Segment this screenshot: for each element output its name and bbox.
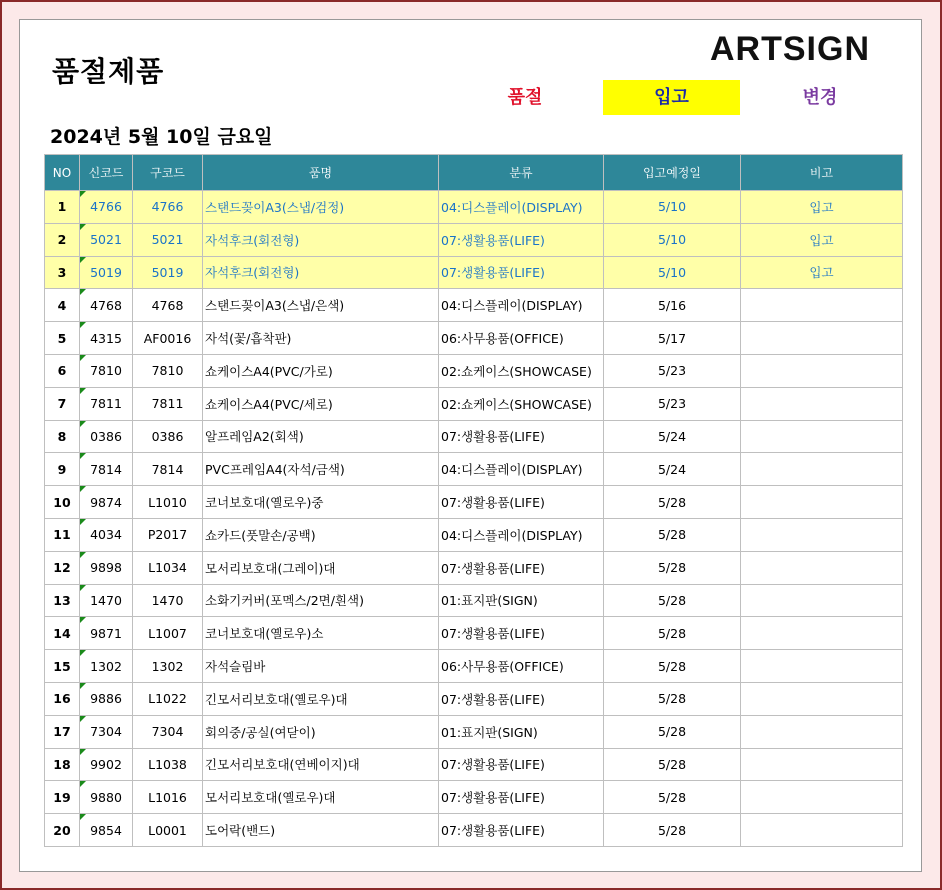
cell-new-code[interactable]: 7810: [80, 354, 133, 387]
cell-category[interactable]: 07:생활용품(LIFE): [439, 617, 604, 650]
cell-name[interactable]: 스탠드꽂이A3(스냅/검정): [203, 191, 439, 224]
cell-name[interactable]: 코너보호대(옐로우)중: [203, 486, 439, 519]
col-header-eta[interactable]: 입고예정일: [604, 155, 741, 191]
cell-old-code[interactable]: L0001: [133, 814, 203, 847]
cell-new-code[interactable]: 0386: [80, 420, 133, 453]
cell-no[interactable]: 16: [45, 682, 80, 715]
cell-eta[interactable]: 5/28: [604, 486, 741, 519]
cell-note[interactable]: 입고: [741, 191, 903, 224]
table-row[interactable]: [45, 322, 903, 355]
cell-category[interactable]: 04:디스플레이(DISPLAY): [439, 453, 604, 486]
cell-old-code[interactable]: 1302: [133, 650, 203, 683]
cell-note[interactable]: [741, 682, 903, 715]
col-header-old-code[interactable]: 구코드: [133, 155, 203, 191]
col-header-new-code[interactable]: 신코드: [80, 155, 133, 191]
cell-category[interactable]: 07:생활용품(LIFE): [439, 486, 604, 519]
cell-old-code[interactable]: 7811: [133, 387, 203, 420]
cell-no[interactable]: 19: [45, 781, 80, 814]
cell-name[interactable]: 쇼케이스A4(PVC/세로): [203, 387, 439, 420]
cell-old-code[interactable]: L1034: [133, 551, 203, 584]
cell-old-code[interactable]: 7814: [133, 453, 203, 486]
cell-no[interactable]: 6: [45, 354, 80, 387]
cell-new-code[interactable]: 7304: [80, 715, 133, 748]
col-header-note[interactable]: 비고: [741, 155, 903, 191]
cell-old-code[interactable]: L1010: [133, 486, 203, 519]
cell-no[interactable]: 15: [45, 650, 80, 683]
cell-note[interactable]: [741, 617, 903, 650]
cell-new-code[interactable]: 4315: [80, 322, 133, 355]
cell-old-code[interactable]: 0386: [133, 420, 203, 453]
cell-category[interactable]: 07:생활용품(LIFE): [439, 223, 604, 256]
cell-new-code[interactable]: 9854: [80, 814, 133, 847]
table-row[interactable]: [45, 387, 903, 420]
cell-note[interactable]: 입고: [741, 223, 903, 256]
cell-no[interactable]: 11: [45, 518, 80, 551]
cell-new-code[interactable]: 9886: [80, 682, 133, 715]
cell-old-code[interactable]: AF0016: [133, 322, 203, 355]
cell-note[interactable]: [741, 650, 903, 683]
cell-new-code[interactable]: 9898: [80, 551, 133, 584]
cell-no[interactable]: 1: [45, 191, 80, 224]
cell-category[interactable]: 07:생활용품(LIFE): [439, 781, 604, 814]
cell-old-code[interactable]: 5019: [133, 256, 203, 289]
cell-eta[interactable]: 5/23: [604, 354, 741, 387]
table-row[interactable]: [45, 518, 903, 551]
cell-category[interactable]: 07:생활용품(LIFE): [439, 814, 604, 847]
cell-new-code[interactable]: 9902: [80, 748, 133, 781]
cell-no[interactable]: 14: [45, 617, 80, 650]
cell-eta[interactable]: 5/10: [604, 191, 741, 224]
cell-note[interactable]: [741, 387, 903, 420]
cell-category[interactable]: 02:쇼케이스(SHOWCASE): [439, 387, 604, 420]
cell-category[interactable]: 04:디스플레이(DISPLAY): [439, 289, 604, 322]
cell-name[interactable]: 자석후크(회전형): [203, 256, 439, 289]
cell-note[interactable]: [741, 814, 903, 847]
table-row[interactable]: [45, 289, 903, 322]
cell-no[interactable]: 20: [45, 814, 80, 847]
restock-button[interactable]: 입고: [603, 80, 740, 115]
cell-no[interactable]: 3: [45, 256, 80, 289]
cell-old-code[interactable]: 7304: [133, 715, 203, 748]
cell-new-code[interactable]: 1470: [80, 584, 133, 617]
cell-name[interactable]: 스탠드꽂이A3(스냅/은색): [203, 289, 439, 322]
cell-new-code[interactable]: 5019: [80, 256, 133, 289]
cell-no[interactable]: 17: [45, 715, 80, 748]
soldout-button[interactable]: 품절: [507, 87, 543, 108]
cell-no[interactable]: 18: [45, 748, 80, 781]
table-header: [45, 155, 903, 191]
cell-no[interactable]: 9: [45, 453, 80, 486]
cell-old-code[interactable]: P2017: [133, 518, 203, 551]
col-header-category[interactable]: 분류: [439, 155, 604, 191]
cell-eta[interactable]: 5/24: [604, 420, 741, 453]
cell-new-code[interactable]: 9871: [80, 617, 133, 650]
cell-name[interactable]: 자석슬림바: [203, 650, 439, 683]
cell-eta[interactable]: 5/10: [604, 256, 741, 289]
brand-logo: ARTSIGN: [710, 30, 870, 68]
table-row[interactable]: [45, 256, 903, 289]
cell-eta[interactable]: 5/17: [604, 322, 741, 355]
cell-note[interactable]: [741, 486, 903, 519]
cell-category[interactable]: 07:생활용품(LIFE): [439, 682, 604, 715]
cell-category[interactable]: 01:표지판(SIGN): [439, 715, 604, 748]
table-row[interactable]: [45, 223, 903, 256]
cell-no[interactable]: 2: [45, 223, 80, 256]
cell-no[interactable]: 5: [45, 322, 80, 355]
date-label: 2024년 5월 10일 금요일: [50, 126, 273, 148]
sheet: [19, 19, 922, 872]
cell-note[interactable]: [741, 322, 903, 355]
cell-note[interactable]: [741, 420, 903, 453]
cell-name[interactable]: 도어락(밴드): [203, 814, 439, 847]
cell-eta[interactable]: 5/28: [604, 814, 741, 847]
table-row[interactable]: [45, 715, 903, 748]
cell-old-code[interactable]: L1016: [133, 781, 203, 814]
table-row[interactable]: [45, 584, 903, 617]
cell-eta[interactable]: 5/28: [604, 781, 741, 814]
cell-eta[interactable]: 5/24: [604, 453, 741, 486]
cell-note[interactable]: [741, 781, 903, 814]
table-row[interactable]: [45, 650, 903, 683]
cell-eta[interactable]: 5/28: [604, 715, 741, 748]
cell-new-code[interactable]: 5021: [80, 223, 133, 256]
cell-eta[interactable]: 5/28: [604, 518, 741, 551]
cell-note[interactable]: [741, 715, 903, 748]
col-header-no[interactable]: NO: [45, 155, 80, 191]
cell-no[interactable]: 8: [45, 420, 80, 453]
cell-eta[interactable]: 5/28: [604, 682, 741, 715]
table-row[interactable]: [45, 420, 903, 453]
cell-name[interactable]: 쇼케이스A4(PVC/가로): [203, 354, 439, 387]
cell-name[interactable]: 쇼카드(풋말손/공백): [203, 518, 439, 551]
cell-no[interactable]: 7: [45, 387, 80, 420]
cell-new-code[interactable]: 9880: [80, 781, 133, 814]
cell-note[interactable]: 입고: [741, 256, 903, 289]
cell-no[interactable]: 12: [45, 551, 80, 584]
cell-new-code[interactable]: 4034: [80, 518, 133, 551]
cell-category[interactable]: 06:사무용품(OFFICE): [439, 322, 604, 355]
table-row[interactable]: [45, 748, 903, 781]
table-row[interactable]: [45, 682, 903, 715]
cell-old-code[interactable]: 5021: [133, 223, 203, 256]
cell-name[interactable]: 자석(꽃/흡착판): [203, 322, 439, 355]
cell-new-code[interactable]: 4768: [80, 289, 133, 322]
table-row[interactable]: [45, 486, 903, 519]
product-table: [44, 154, 903, 847]
page-title: 품절제품: [52, 55, 165, 88]
cell-name[interactable]: 모서리보호대(그레이)대: [203, 551, 439, 584]
cell-name[interactable]: 모서리보호대(옐로우)대: [203, 781, 439, 814]
cell-old-code[interactable]: L1022: [133, 682, 203, 715]
cell-new-code[interactable]: 4766: [80, 191, 133, 224]
cell-note[interactable]: [741, 453, 903, 486]
cell-note[interactable]: [741, 289, 903, 322]
table-row[interactable]: [45, 814, 903, 847]
cell-category[interactable]: 04:디스플레이(DISPLAY): [439, 191, 604, 224]
cell-eta[interactable]: 5/23: [604, 387, 741, 420]
cell-note[interactable]: [741, 518, 903, 551]
cell-category[interactable]: 02:쇼케이스(SHOWCASE): [439, 354, 604, 387]
cell-category[interactable]: 07:생활용품(LIFE): [439, 420, 604, 453]
cell-name[interactable]: 소화기커버(포멕스/2면/흰색): [203, 584, 439, 617]
cell-old-code[interactable]: L1007: [133, 617, 203, 650]
cell-category[interactable]: 07:생활용품(LIFE): [439, 551, 604, 584]
cell-eta[interactable]: 5/28: [604, 551, 741, 584]
cell-new-code[interactable]: 7811: [80, 387, 133, 420]
cell-no[interactable]: 10: [45, 486, 80, 519]
cell-category[interactable]: 04:디스플레이(DISPLAY): [439, 518, 604, 551]
cell-name[interactable]: 알프레임A2(회색): [203, 420, 439, 453]
change-button[interactable]: 변경: [802, 87, 838, 108]
col-header-name[interactable]: 품명: [203, 155, 439, 191]
table-row[interactable]: [45, 551, 903, 584]
cell-old-code[interactable]: L1038: [133, 748, 203, 781]
table-row[interactable]: [45, 354, 903, 387]
table-row[interactable]: [45, 781, 903, 814]
table-row[interactable]: [45, 617, 903, 650]
cell-no[interactable]: 13: [45, 584, 80, 617]
cell-name[interactable]: 회의중/공실(여닫이): [203, 715, 439, 748]
table-row[interactable]: [45, 191, 903, 224]
cell-old-code[interactable]: 7810: [133, 354, 203, 387]
cell-name[interactable]: 자석후크(회전형): [203, 223, 439, 256]
cell-eta[interactable]: 5/28: [604, 748, 741, 781]
cell-note[interactable]: [741, 551, 903, 584]
table-row[interactable]: [45, 453, 903, 486]
cell-new-code[interactable]: 1302: [80, 650, 133, 683]
cell-old-code[interactable]: 1470: [133, 584, 203, 617]
cell-category[interactable]: 07:생활용품(LIFE): [439, 748, 604, 781]
cell-note[interactable]: [741, 584, 903, 617]
cell-category[interactable]: 01:표지판(SIGN): [439, 584, 604, 617]
cell-name[interactable]: PVC프레임A4(자석/금색): [203, 453, 439, 486]
cell-eta[interactable]: 5/16: [604, 289, 741, 322]
cell-note[interactable]: [741, 748, 903, 781]
cell-name[interactable]: 긴모서리보호대(옐로우)대: [203, 682, 439, 715]
cell-name[interactable]: 코너보호대(옐로우)소: [203, 617, 439, 650]
cell-category[interactable]: 06:사무용품(OFFICE): [439, 650, 604, 683]
cell-new-code[interactable]: 7814: [80, 453, 133, 486]
cell-old-code[interactable]: 4766: [133, 191, 203, 224]
cell-eta[interactable]: 5/28: [604, 584, 741, 617]
cell-note[interactable]: [741, 354, 903, 387]
cell-old-code[interactable]: 4768: [133, 289, 203, 322]
cell-eta[interactable]: 5/28: [604, 617, 741, 650]
cell-eta[interactable]: 5/28: [604, 650, 741, 683]
cell-no[interactable]: 4: [45, 289, 80, 322]
cell-name[interactable]: 긴모서리보호대(연베이지)대: [203, 748, 439, 781]
cell-new-code[interactable]: 9874: [80, 486, 133, 519]
cell-category[interactable]: 07:생활용품(LIFE): [439, 256, 604, 289]
cell-eta[interactable]: 5/10: [604, 223, 741, 256]
